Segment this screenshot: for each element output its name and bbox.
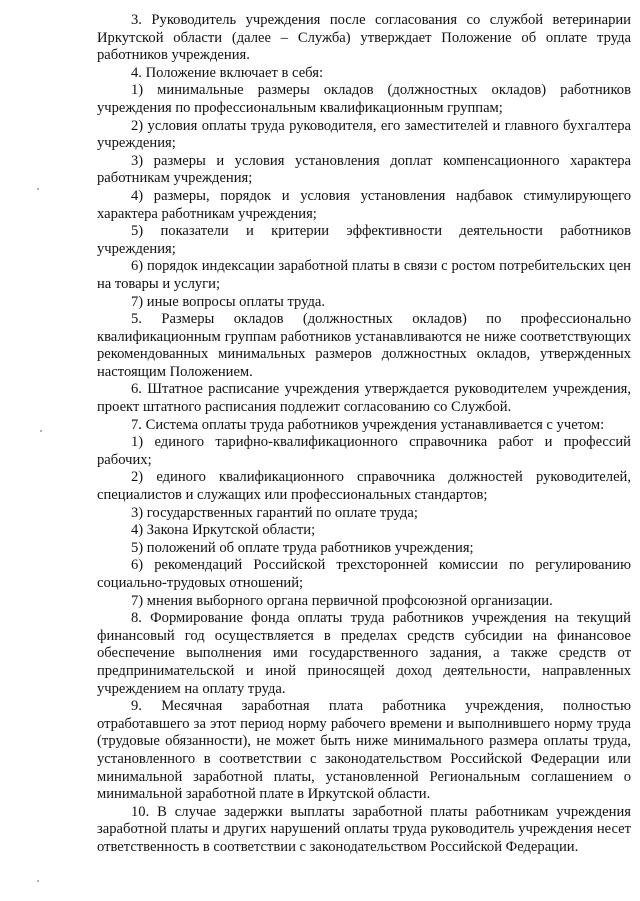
- scan-speck: [37, 188, 39, 190]
- list-item-trade-union-opinion: 7) мнения выборного органа первичной профсоюзной организации.: [131, 592, 553, 609]
- list-item-incentive-bonuses: 4) размеры, порядок и условия установления надбавок стимулирующего характера работникам учреждения;: [97, 187, 631, 222]
- list-item-performance-criteria: 5) показатели и критерии эффективности деятельности работников учреждения;: [97, 223, 631, 257]
- list-item-head-pay-conditions: 2) условия оплаты труда руководителя, его заместителей и главного бухгалтера учреждения;: [97, 117, 631, 152]
- paragraph-9-minimum-wage: 9. Месячная заработная плата работника учреждения, полностью отработавшего за этот период норму рабочего времени и выполнившего норму труда (трудовые обязанности), не может быть ниже минимального размера оплаты труда, установленного в соответствии с законодательством Российской Федерации или минимальной заработной платы, установленной Региональным соглашением о минимальной заработной плате в Иркутской области.: [97, 698, 631, 803]
- scan-speck: [37, 880, 39, 882]
- list-item-regional-law: 4) Закона Иркутской области;: [131, 522, 316, 539]
- paragraph-5-salary-sizes: 5. Размеры окладов (должностных окладов) по профессионально квалификационным группам работников устанавливаются не ниже соответствующих рекомендованных минимальных размеров должностных окладов, утвержденных настоящим Положением.: [97, 311, 631, 380]
- list-item-pay-regulations: 5) положений об оплате труда работников учреждения;: [131, 539, 474, 556]
- document-page: [97, 12, 631, 857]
- paragraph-10-wage-delay: 10. В случае задержки выплаты заработной платы работникам учреждения заработной платы и других нарушений оплаты труда руководитель учреждения несет ответственность в соответствии с законодательством Российской Федерации.: [97, 803, 631, 855]
- paragraph-7-pay-system-intro: 7. Система оплаты труда работников учреждения устанавливается с учетом:: [131, 416, 605, 433]
- scan-speck: [40, 430, 42, 432]
- list-item-min-salaries: 1) минимальные размеры окладов (должностных окладов) работников учреждения по профессиональным квалификационным группам;: [97, 82, 631, 116]
- paragraph-6-staff-schedule: 6. Штатное расписание учреждения утверждается руководителем учреждения, проект штатного расписания подлежит согласованию со Службой.: [97, 381, 631, 416]
- paragraph-8-wage-fund: 8. Формирование фонда оплаты труда работников учреждения на текущий финансовый год осуществляется в пределах средств субсидии на финансовое обеспечение выполнения ими государственного задания, а также средств от предпринимательской и иной приносящей доход деятельности, направленных учреждением на оплату труда.: [97, 610, 631, 697]
- list-item-wage-indexation: 6) порядок индексации заработной платы в связи с ростом потребительских цен на товары и услуги;: [97, 258, 631, 292]
- list-item-qualification-handbook: 2) единого квалификационного справочника должностей руководителей, специалистов и служащих или профессиональных стандартов;: [97, 469, 631, 504]
- paragraph-3-head-approval: 3. Руководитель учреждения после согласования со службой ветеринарии Иркутской области (далее – Служба) утверждает Положение об оплате труда работников учреждения.: [97, 12, 631, 64]
- list-item-compensation-allowances: 3) размеры и условия установления доплат компенсационного характера работникам учреждения;: [97, 152, 631, 187]
- list-item-tariff-handbook: 1) единого тарифно-квалификационного справочника работ и профессий рабочих;: [97, 434, 631, 468]
- list-item-other-questions: 7) иные вопросы оплаты труда.: [131, 293, 326, 310]
- paragraph-4-contents-intro: 4. Положение включает в себя:: [131, 64, 323, 81]
- list-item-tripartite-commission: 6) рекомендаций Российской трехсторонней комиссии по регулированию социально-трудовых отношений;: [97, 557, 631, 591]
- list-item-state-guarantees: 3) государственных гарантий по оплате труда;: [131, 504, 418, 521]
